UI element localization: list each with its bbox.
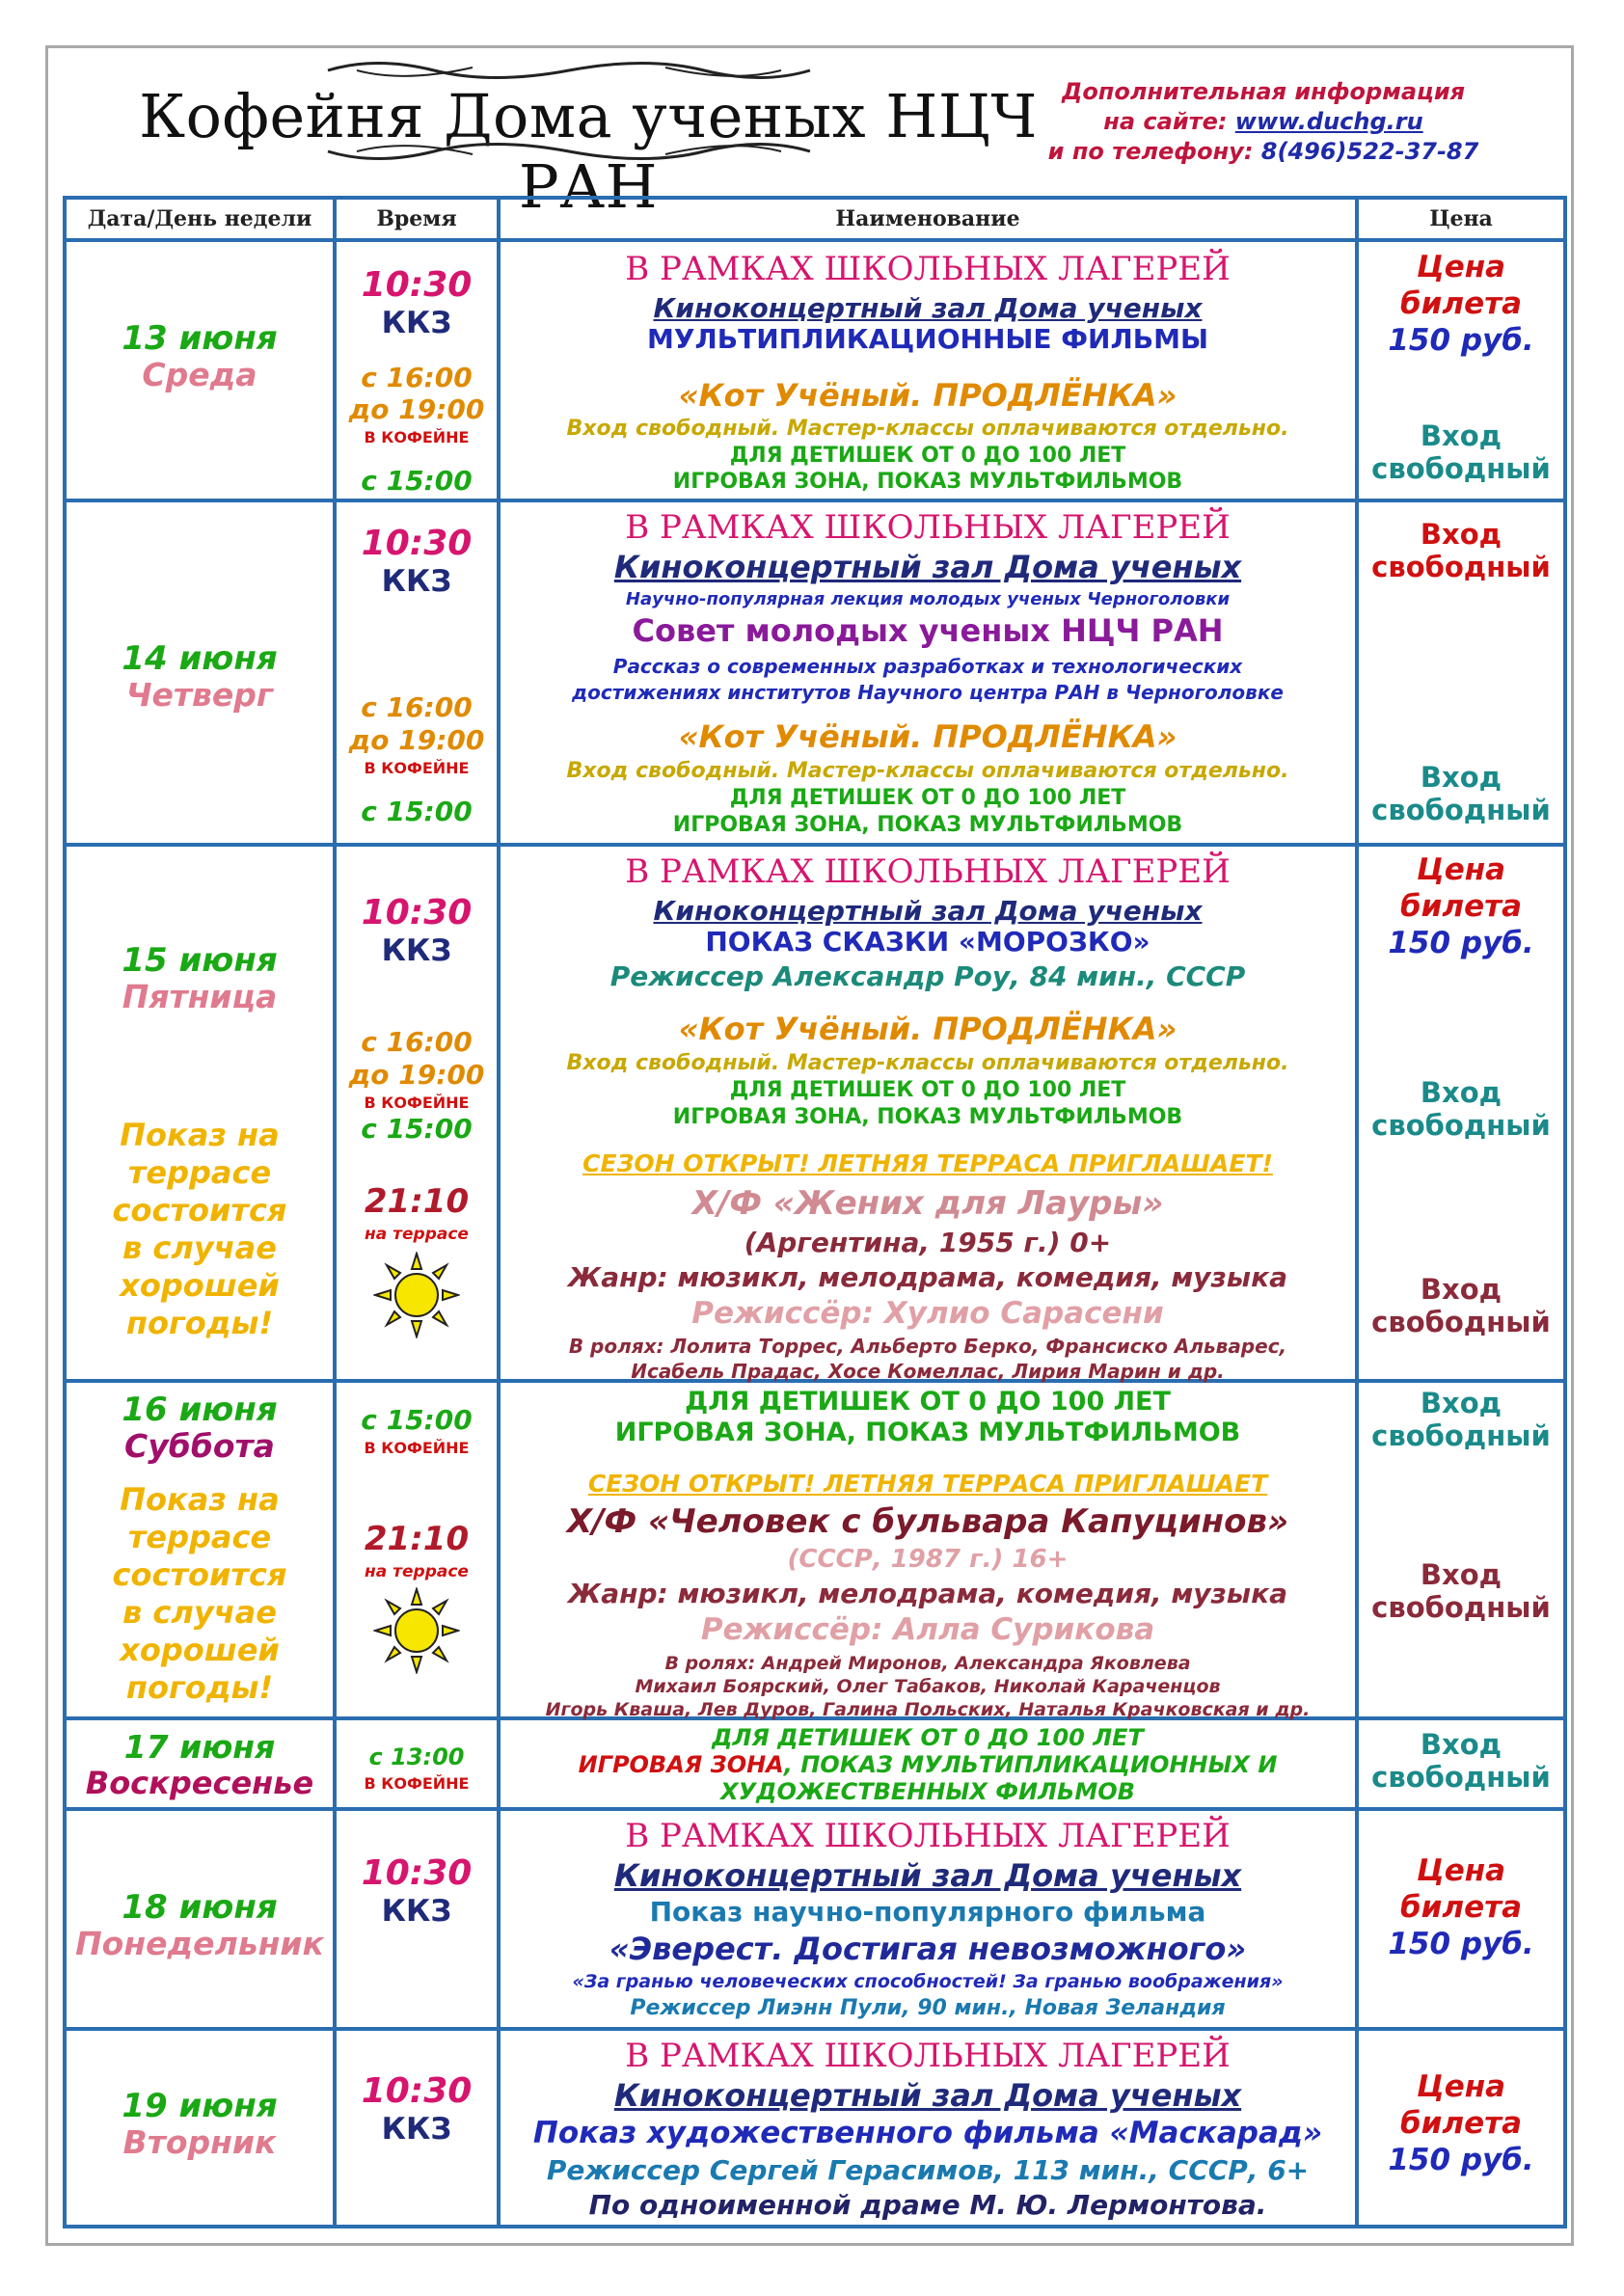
text-common-camp: В РАМКАХ ШКОЛЬНЫХ ЛАГЕРЕЙ — [625, 250, 1231, 288]
sun-icon — [373, 1587, 460, 1674]
text-common-kids1: ДЛЯ ДЕТИШЕК ОТ 0 ДО 100 ЛЕТ — [712, 1724, 1144, 1751]
text-header-info_line3_prefix: и по телефону: — [1047, 138, 1261, 165]
text-common-free2: свободный — [1371, 1591, 1551, 1624]
text-common-free1: Вход — [1420, 1728, 1502, 1761]
text-rows-1-desc2: достижениях институтов Научного центра РАН в Черноголовке — [572, 681, 1284, 704]
table-row — [65, 2029, 1565, 2227]
table-cell — [499, 1809, 1357, 2029]
text-common-kkz_hall: Киноконцертный зал Дома ученых — [613, 549, 1242, 585]
text-common-cafe: В КОФЕЙНЕ — [364, 1439, 470, 1457]
text-common-kkz: ККЗ — [381, 1894, 452, 1929]
text-rows-5-date: 18 июня — [122, 1888, 278, 1927]
text-common-terrace_note-5: погоды! — [125, 1669, 274, 1706]
text-rows-1-lecture: Научно-популярная лекция молодых ученых Черноголовки — [625, 589, 1231, 609]
text-rows-5-day: Понедельник — [75, 1925, 324, 1962]
table-cell — [499, 500, 1357, 845]
text-common-kkz_hall: Киноконцертный зал Дома ученых — [613, 1857, 1242, 1894]
text-common-kids2: ИГРОВАЯ ЗОНА, ПОКАЗ МУЛЬТФИЛЬМОВ — [672, 813, 1183, 837]
text-rows-3-film: Х/Ф «Человек с бульвара Капуцинов» — [566, 1502, 1289, 1541]
text-common-price2: билета — [1400, 889, 1522, 924]
text-common-kids1: ДЛЯ ДЕТИШЕК ОТ 0 ДО 100 ЛЕТ — [729, 1078, 1126, 1102]
text-common-terrace_note-0: Показ на — [120, 1117, 280, 1153]
text-common-cafe: В КОФЕЙНЕ — [364, 1774, 470, 1793]
text-rows-1-day: Четверг — [125, 676, 274, 714]
text-rows-2-cast1: В ролях: Лолита Торрес, Альберто Берко, Франсиско Альварес, — [568, 1335, 1287, 1358]
table-row — [65, 500, 1565, 845]
text-common-on_terrace: на террасе — [365, 1225, 469, 1244]
text-common-terrace_note-2: состоится — [112, 1556, 287, 1593]
text-common-terrace_note-3: в случае — [122, 1229, 277, 1266]
table-cell — [1357, 1381, 1565, 1718]
text-common-t16: с 16:00 — [361, 691, 473, 723]
text-common-kkz_hall: Киноконцертный зал Дома ученых — [613, 2077, 1242, 2114]
text-rows-3-cast3: Игорь Кваша, Лев Дуров, Галина Польских, Наталья Крачковская и др. — [545, 1699, 1311, 1720]
table-cell — [1357, 1809, 1565, 2029]
text-rows-2-country: (Аргентина, 1955 г.) 0+ — [744, 1227, 1112, 1258]
text-rows-6-based: По одноименной драме М. Ю. Лермонтова. — [588, 2189, 1267, 2221]
text-common-kids1: ДЛЯ ДЕТИШЕК ОТ 0 ДО 100 ЛЕТ — [685, 1387, 1171, 1417]
table-row — [65, 845, 1565, 1381]
text-common-kot_sub: Вход свободный. Мастер-классы оплачиваются отдельно. — [566, 759, 1289, 783]
text-common-price2: билета — [1400, 286, 1522, 321]
table-row — [65, 240, 1565, 500]
table-cell — [65, 1718, 335, 1809]
text-rows-1-desc1: Рассказ о современных разработках и технологических — [612, 655, 1243, 678]
text-rows-0-day: Среда — [142, 356, 257, 393]
text-common-price1: Цена — [1416, 2069, 1506, 2104]
text-common-kids1: ДЛЯ ДЕТИШЕК ОТ 0 ДО 100 ЛЕТ — [729, 786, 1126, 810]
text-rows-4-day: Воскресенье — [85, 1765, 314, 1801]
text-common-terrace_note-4: хорошей — [120, 1632, 280, 1668]
text-rows-2-season: СЕЗОН ОТКРЫТ! ЛЕТНЯЯ ТЕРРАСА ПРИГЛАШАЕТ! — [582, 1149, 1273, 1177]
table-row — [65, 1809, 1565, 2029]
table-cell — [499, 2029, 1357, 2227]
schedule-table — [63, 196, 1567, 2228]
text-common-free2: свободный — [1371, 794, 1551, 826]
text-header-title: Кофейня Дома ученых НЦЧ РАН — [139, 81, 1038, 222]
text-common-kids1: ДЛЯ ДЕТИШЕК ОТ 0 ДО 100 ЛЕТ — [729, 444, 1126, 468]
table-cell — [335, 1381, 499, 1718]
table-cell — [335, 2029, 499, 2227]
table-cell — [65, 1381, 335, 1718]
text-common-terrace_note-4: хорошей — [120, 1267, 280, 1304]
text-common-kkz: ККЗ — [381, 933, 452, 968]
text-common-t1030: 10:30 — [361, 2071, 473, 2111]
table-cell — [1357, 240, 1565, 500]
text-rows-2-show: ПОКАЗ СКАЗКИ «МОРОЗКО» — [705, 926, 1150, 958]
website-link[interactable]: www.duchg.ru — [1234, 108, 1423, 135]
text-common-t19: до 19:00 — [348, 724, 485, 756]
text-rows-4-date: 17 июня — [123, 1728, 276, 1766]
text-rows-2-film_dir: Режиссёр: Хулио Сарасени — [691, 1296, 1164, 1331]
table-row — [65, 1381, 1565, 1718]
text-common-free2: свободный — [1371, 551, 1551, 583]
text-common-camp: В РАМКАХ ШКОЛЬНЫХ ЛАГЕРЕЙ — [625, 1817, 1231, 1855]
header-row — [65, 198, 1565, 240]
text-common-price1: Цена — [1416, 250, 1506, 284]
text-common-kkz: ККЗ — [381, 564, 452, 599]
table-cell — [499, 1381, 1357, 1718]
text-common-free1: Вход — [1420, 1387, 1502, 1419]
table-cell — [1357, 845, 1565, 1381]
table-cell — [499, 845, 1357, 1381]
table-cell — [65, 2029, 335, 2227]
table-cell — [335, 845, 499, 1381]
text-common-price3: 150 руб. — [1388, 2143, 1534, 2177]
text-common-terrace_note-1: террасе — [127, 1154, 272, 1191]
text-common-on_terrace: на террасе — [365, 1562, 469, 1581]
text-rows-6-film: Показ художественного фильма «Маскарад» — [532, 2116, 1323, 2150]
text-common-free1: Вход — [1420, 1558, 1502, 1591]
text-rows-3-date: 16 июня — [122, 1391, 278, 1429]
text-common-t19: до 19:00 — [348, 393, 485, 425]
col-name: Наименование — [499, 198, 1357, 240]
table-cell — [335, 1809, 499, 2029]
text-common-t19: до 19:00 — [348, 1059, 485, 1091]
text-rows-2-cast2: Исабель Прадас, Хосе Комеллас, Лирия Марин и др. — [631, 1360, 1225, 1383]
text-common-price1: Цена — [1416, 1853, 1506, 1888]
text-common-free2: свободный — [1371, 1419, 1551, 1452]
text-common-free2: свободный — [1371, 1761, 1551, 1794]
text-common-kot: «Кот Учёный. ПРОДЛЁНКА» — [678, 1011, 1177, 1047]
text-common-kot: «Кот Учёный. ПРОДЛЁНКА» — [678, 377, 1177, 414]
text-common-kkz: ККЗ — [381, 306, 452, 340]
text-common-terrace_note-3: в случае — [122, 1594, 277, 1631]
text-common-cafe: В КОФЕЙНЕ — [364, 428, 470, 446]
text-rows-6-day: Вторник — [122, 2123, 277, 2161]
ornament-bottom — [318, 137, 820, 166]
text-common-t2110: 21:10 — [364, 1520, 470, 1558]
col-time: Время — [335, 198, 499, 240]
text-rows-4-l2b: , ПОКАЗ МУЛЬТИПЛИКАЦИОННЫХ И — [783, 1751, 1278, 1778]
table-cell — [335, 500, 499, 845]
table-cell — [335, 240, 499, 500]
text-common-t15: с 15:00 — [361, 465, 473, 497]
text-common-kkz_hall: Киноконцертный зал Дома ученых — [653, 895, 1203, 927]
text-common-t16: с 16:00 — [361, 362, 473, 393]
text-rows-3-day: Суббота — [124, 1427, 275, 1465]
table-cell — [335, 1718, 499, 1809]
text-common-cafe: В КОФЕЙНЕ — [364, 1094, 470, 1112]
text-common-t1030: 10:30 — [361, 893, 473, 932]
text-common-t15: с 15:00 — [361, 796, 473, 827]
table-cell — [65, 240, 335, 500]
table-cell — [499, 240, 1357, 500]
text-rows-6-director: Режиссер Сергей Герасимов, 113 мин., СССР, 6+ — [546, 2154, 1310, 2186]
text-rows-1-council: Совет молодых ученых НЦЧ РАН — [632, 612, 1224, 649]
text-common-free2: свободный — [1371, 452, 1551, 485]
text-rows-5-film: «Эверест. Достигая невозможного» — [609, 1931, 1247, 1967]
text-common-kot: «Кот Учёный. ПРОДЛЁНКА» — [678, 718, 1177, 755]
text-common-cafe: В КОФЕЙНЕ — [364, 759, 470, 777]
text-common-free1: Вход — [1420, 419, 1502, 452]
text-common-t1030: 10:30 — [361, 1853, 473, 1893]
col-price: Цена — [1357, 198, 1565, 240]
text-common-camp: В РАМКАХ ШКОЛЬНЫХ ЛАГЕРЕЙ — [625, 852, 1231, 891]
text-rows-6-date: 19 июня — [122, 2087, 278, 2125]
text-rows-2-date: 15 июня — [122, 941, 278, 980]
text-rows-3-cast2: Михаил Боярский, Олег Табаков, Николай Караченцов — [635, 1676, 1221, 1697]
text-rows-4-l2a: ИГРОВАЯ ЗОНА — [578, 1751, 784, 1778]
text-common-kot_sub: Вход свободный. Мастер-классы оплачиваются отдельно. — [566, 1051, 1289, 1075]
text-rows-4-l3: ХУДОЖЕСТВЕННЫХ ФИЛЬМОВ — [720, 1778, 1135, 1805]
text-rows-2-director: Режиссер Александр Роу, 84 мин., СССР — [609, 960, 1246, 992]
text-common-free1: Вход — [1420, 1076, 1502, 1109]
phone-number: 8(496)522-37-87 — [1260, 138, 1479, 165]
text-common-t2110: 21:10 — [364, 1182, 470, 1221]
text-common-t1030: 10:30 — [361, 524, 473, 563]
text-rows-0-line3: МУЛЬТИПЛИКАЦИОННЫЕ ФИЛЬМЫ — [647, 323, 1208, 355]
text-rows-3-film_dir: Режиссёр: Алла Сурикова — [700, 1612, 1155, 1647]
text-rows-2-genre: Жанр: мюзикл, мелодрама, комедия, музыка — [567, 1261, 1288, 1293]
text-rows-3-season: СЕЗОН ОТКРЫТ! ЛЕТНЯЯ ТЕРРАСА ПРИГЛАШАЕТ — [587, 1470, 1268, 1498]
text-rows-2-film: Х/Ф «Жених для Лауры» — [691, 1184, 1164, 1223]
text-common-kids2: ИГРОВАЯ ЗОНА, ПОКАЗ МУЛЬТФИЛЬМОВ — [672, 1105, 1183, 1129]
text-common-price2: билета — [1400, 1890, 1522, 1925]
text-common-kids2: ИГРОВАЯ ЗОНА, ПОКАЗ МУЛЬТФИЛЬМОВ — [672, 470, 1183, 494]
text-common-kot_sub: Вход свободный. Мастер-классы оплачиваются отдельно. — [566, 417, 1289, 441]
contact-info — [1042, 77, 1485, 167]
table-cell — [65, 500, 335, 845]
text-common-camp: В РАМКАХ ШКОЛЬНЫХ ЛАГЕРЕЙ — [625, 508, 1231, 547]
text-rows-0-date: 13 июня — [122, 319, 278, 358]
text-rows-3-cast1: В ролях: Андрей Миронов, Александра Яковлева — [664, 1653, 1191, 1674]
text-common-free2: свободный — [1371, 1109, 1551, 1142]
text-rows-5-director: Режиссер Лиэнн Пули, 90 мин., Новая Зеландия — [630, 1996, 1226, 2020]
text-common-price3: 150 руб. — [1388, 926, 1534, 960]
text-rows-4-time: с 13:00 — [368, 1743, 465, 1770]
sun-icon — [373, 1252, 460, 1338]
col-date: Дата/День недели — [65, 198, 335, 240]
text-header-info_line2_prefix: на сайте: — [1103, 108, 1235, 135]
text-rows-2-day: Пятница — [122, 978, 278, 1015]
text-rows-5-tag: «За гранью человеческих способностей! За гранью воображения» — [572, 1971, 1284, 1992]
table-cell — [65, 845, 335, 1381]
table-cell — [499, 1718, 1357, 1809]
text-rows-3-genre: Жанр: мюзикл, мелодрама, комедия, музыка — [567, 1578, 1288, 1609]
text-common-t15: с 15:00 — [361, 1113, 473, 1145]
table-row — [65, 1718, 1565, 1809]
text-common-price3: 150 руб. — [1388, 323, 1534, 358]
text-common-free2: свободный — [1371, 1306, 1551, 1338]
text-common-free1: Вход — [1420, 761, 1502, 794]
text-common-terrace_note-5: погоды! — [125, 1305, 274, 1341]
text-common-t15: с 15:00 — [361, 1404, 473, 1436]
text-common-t16: с 16:00 — [361, 1026, 473, 1058]
text-rows-5-show: Показ научно-популярного фильма — [649, 1896, 1206, 1928]
text-common-price3: 150 руб. — [1388, 1927, 1534, 1961]
text-header-info_line1: Дополнительная информация — [1061, 78, 1466, 105]
text-common-terrace_note-1: террасе — [127, 1519, 272, 1555]
text-common-free1: Вход — [1420, 1273, 1502, 1306]
text-rows-3-country: (СССР, 1987 г.) 16+ — [787, 1545, 1069, 1574]
text-common-free1: Вход — [1420, 518, 1502, 551]
table-cell — [1357, 1718, 1565, 1809]
table-cell — [65, 1809, 335, 2029]
text-common-price1: Цена — [1416, 852, 1506, 887]
text-common-terrace_note-0: Показ на — [120, 1481, 280, 1518]
text-common-kids2: ИГРОВАЯ ЗОНА, ПОКАЗ МУЛЬТФИЛЬМОВ — [614, 1418, 1241, 1447]
text-common-camp: В РАМКАХ ШКОЛЬНЫХ ЛАГЕРЕЙ — [625, 2037, 1231, 2075]
text-common-t1030: 10:30 — [361, 265, 473, 305]
text-common-terrace_note-2: состоится — [112, 1192, 287, 1229]
text-common-kkz: ККЗ — [381, 2112, 452, 2147]
table-cell — [1357, 2029, 1565, 2227]
table-cell — [1357, 500, 1565, 845]
text-rows-1-date: 14 июня — [122, 639, 278, 678]
text-common-price2: билета — [1400, 2106, 1522, 2141]
text-common-kkz_hall: Киноконцертный зал Дома ученых — [653, 292, 1203, 324]
